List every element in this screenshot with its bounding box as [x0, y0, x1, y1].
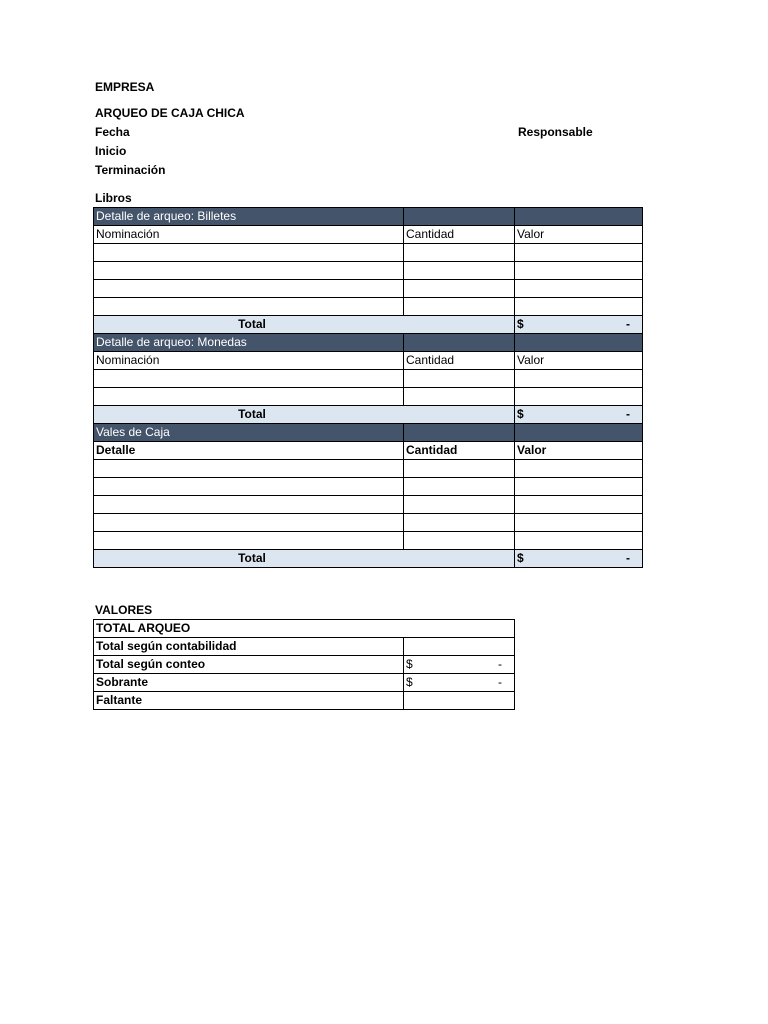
amount: -: [626, 407, 630, 421]
cell[interactable]: [404, 262, 515, 280]
cell[interactable]: [94, 460, 404, 478]
monedas-header-row: [94, 334, 643, 352]
terminacion-label: Terminación: [95, 163, 166, 177]
header-cell: [515, 424, 643, 442]
monedas-total-value: [515, 406, 643, 424]
contabilidad-label: Total según contabilidad: [94, 638, 404, 656]
vales-header-row: [94, 424, 643, 442]
cell[interactable]: [404, 478, 515, 496]
company-label: EMPRESA: [95, 80, 155, 94]
table-row: [94, 514, 643, 532]
cell[interactable]: [515, 370, 643, 388]
cell[interactable]: [404, 370, 515, 388]
cell[interactable]: [94, 370, 404, 388]
cell[interactable]: [515, 298, 643, 316]
cell[interactable]: [404, 244, 515, 262]
billetes-title: Detalle de arqueo: Billetes: [94, 208, 404, 226]
cell[interactable]: [94, 244, 404, 262]
conteo-value[interactable]: [404, 656, 515, 674]
arqueo-table: [93, 207, 643, 568]
inicio-label: Inicio: [95, 144, 127, 158]
conteo-label: Total según conteo: [94, 656, 404, 674]
table-row: [94, 478, 643, 496]
cell[interactable]: [515, 280, 643, 298]
amount: -: [498, 657, 503, 671]
cell[interactable]: [515, 244, 643, 262]
table-row: [94, 298, 643, 316]
cell[interactable]: [515, 514, 643, 532]
cell[interactable]: [515, 478, 643, 496]
billetes-total-row: [94, 316, 643, 334]
vales-total-label: Total: [94, 550, 515, 568]
cell[interactable]: [404, 280, 515, 298]
column-nominacion: Nominación: [94, 226, 404, 244]
libros-label: Libros: [95, 191, 132, 205]
monedas-title: Detalle de arqueo: Monedas: [94, 334, 404, 352]
faltante-label: Faltante: [94, 692, 404, 710]
total-arqueo-label: TOTAL ARQUEO: [94, 620, 515, 638]
cell[interactable]: [94, 514, 404, 532]
cell[interactable]: [515, 262, 643, 280]
contabilidad-value[interactable]: [404, 638, 515, 656]
cell[interactable]: [94, 532, 404, 550]
table-row: [94, 262, 643, 280]
cell[interactable]: [404, 532, 515, 550]
monedas-columns-row: [94, 352, 643, 370]
cell[interactable]: [404, 388, 515, 406]
currency-symbol: $: [406, 675, 413, 689]
column-valor: Valor: [515, 352, 643, 370]
cell[interactable]: [515, 532, 643, 550]
header-cell: [404, 424, 515, 442]
contabilidad-row: [94, 638, 515, 656]
vales-total-row: [94, 550, 643, 568]
table-row: [94, 532, 643, 550]
table-row: [94, 244, 643, 262]
column-cantidad: Cantidad: [404, 442, 515, 460]
sobrante-row: [94, 674, 515, 692]
monedas-total-label: Total: [94, 406, 515, 424]
faltante-row: [94, 692, 515, 710]
amount: -: [626, 317, 630, 331]
faltante-value[interactable]: [404, 692, 515, 710]
billetes-header-row: [94, 208, 643, 226]
amount: -: [626, 551, 630, 565]
table-row: [94, 496, 643, 514]
cell[interactable]: [515, 496, 643, 514]
column-cantidad: Cantidad: [404, 226, 515, 244]
header-cell: [515, 208, 643, 226]
header-cell: [404, 208, 515, 226]
vales-title: Vales de Caja: [94, 424, 404, 442]
cell[interactable]: [404, 298, 515, 316]
table-row: [94, 370, 643, 388]
vales-columns-row: [94, 442, 643, 460]
billetes-columns-row: [94, 226, 643, 244]
billetes-total-value: [515, 316, 643, 334]
valores-heading: VALORES: [95, 603, 153, 617]
sobrante-label: Sobrante: [94, 674, 404, 692]
amount: -: [498, 675, 503, 689]
cell[interactable]: [94, 280, 404, 298]
currency-symbol: $: [517, 551, 524, 565]
cell[interactable]: [94, 262, 404, 280]
column-valor: Valor: [515, 442, 643, 460]
table-row: [94, 280, 643, 298]
column-cantidad: Cantidad: [404, 352, 515, 370]
table-row: [94, 460, 643, 478]
currency-symbol: $: [517, 407, 524, 421]
column-detalle: Detalle: [94, 442, 404, 460]
cell[interactable]: [404, 496, 515, 514]
conteo-row: [94, 656, 515, 674]
vales-total-value: [515, 550, 643, 568]
header-cell: [515, 334, 643, 352]
currency-symbol: $: [517, 317, 524, 331]
cell[interactable]: [94, 478, 404, 496]
cell[interactable]: [515, 388, 643, 406]
billetes-total-label: Total: [94, 316, 515, 334]
cell[interactable]: [94, 496, 404, 514]
total-arqueo-row: [94, 620, 515, 638]
cell[interactable]: [515, 460, 643, 478]
column-valor: Valor: [515, 226, 643, 244]
cell[interactable]: [404, 460, 515, 478]
cell[interactable]: [94, 388, 404, 406]
responsable-label: Responsable: [518, 125, 593, 139]
column-nominacion: Nominación: [94, 352, 404, 370]
table-row: [94, 388, 643, 406]
cell[interactable]: [404, 514, 515, 532]
cell[interactable]: [94, 298, 404, 316]
monedas-total-row: [94, 406, 643, 424]
header-cell: [404, 334, 515, 352]
valores-table: [93, 619, 515, 710]
document-title: ARQUEO DE CAJA CHICA: [95, 106, 245, 120]
sobrante-value[interactable]: [404, 674, 515, 692]
currency-symbol: $: [406, 657, 413, 671]
fecha-label: Fecha: [95, 125, 130, 139]
